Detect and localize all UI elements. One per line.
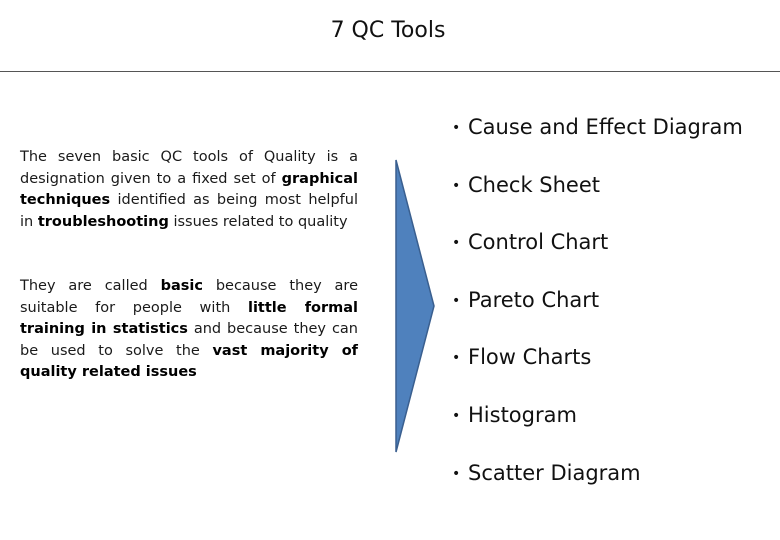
tool-list-item	[452, 282, 743, 340]
tool-list-item	[452, 397, 743, 455]
bullet-icon: •	[452, 407, 461, 424]
tool-name: Pareto Chart	[468, 287, 600, 312]
description-paragraph-2	[20, 276, 358, 384]
bullet-icon: •	[452, 177, 461, 194]
tool-list-item	[452, 167, 743, 225]
emphasized-text: basic	[160, 278, 203, 294]
paragraph-text: identified as being most helpful in	[20, 192, 358, 230]
emphasized-text: troubleshooting	[37, 213, 169, 230]
tool-list-item	[452, 455, 743, 513]
bullet-icon: •	[452, 120, 461, 136]
slide-title: 7 QC Tools	[330, 18, 446, 43]
tool-name: Check Sheet	[468, 172, 600, 197]
description-paragraph-1	[20, 147, 358, 233]
emphasized-text: graphical techniques	[20, 170, 358, 208]
tool-name: Flow Charts	[468, 345, 592, 370]
tool-list-item	[452, 224, 743, 282]
paragraph-text: issues related to quality	[168, 213, 348, 230]
bullet-icon: •	[452, 350, 461, 367]
chevron-arrow	[394, 158, 436, 454]
tool-name: Control Chart	[468, 230, 609, 255]
paragraph-text: They are called	[20, 278, 161, 294]
tool-list-item	[452, 109, 743, 167]
title-divider	[0, 71, 780, 72]
chevron-arrow-shape	[396, 160, 434, 452]
tool-list-item	[452, 339, 743, 397]
bullet-icon: •	[452, 235, 461, 252]
paragraph-text: because they are suitable for people with	[20, 278, 358, 316]
paragraph-text: and because they can be used to solve the	[20, 321, 358, 359]
tool-name: Cause and Effect Diagram	[468, 115, 743, 139]
qc-tools-list	[452, 109, 743, 512]
emphasized-text: little formal training in statistics	[20, 299, 358, 337]
bullet-icon: •	[452, 292, 461, 309]
bullet-icon: •	[452, 465, 461, 482]
tool-name: Histogram	[468, 402, 577, 427]
emphasized-text: vast majority of quality related issues	[20, 342, 358, 380]
paragraph-text: The seven basic QC tools of Quality is a designation given to a fixed set of	[20, 149, 358, 187]
tool-name: Scatter Diagram	[468, 460, 641, 485]
